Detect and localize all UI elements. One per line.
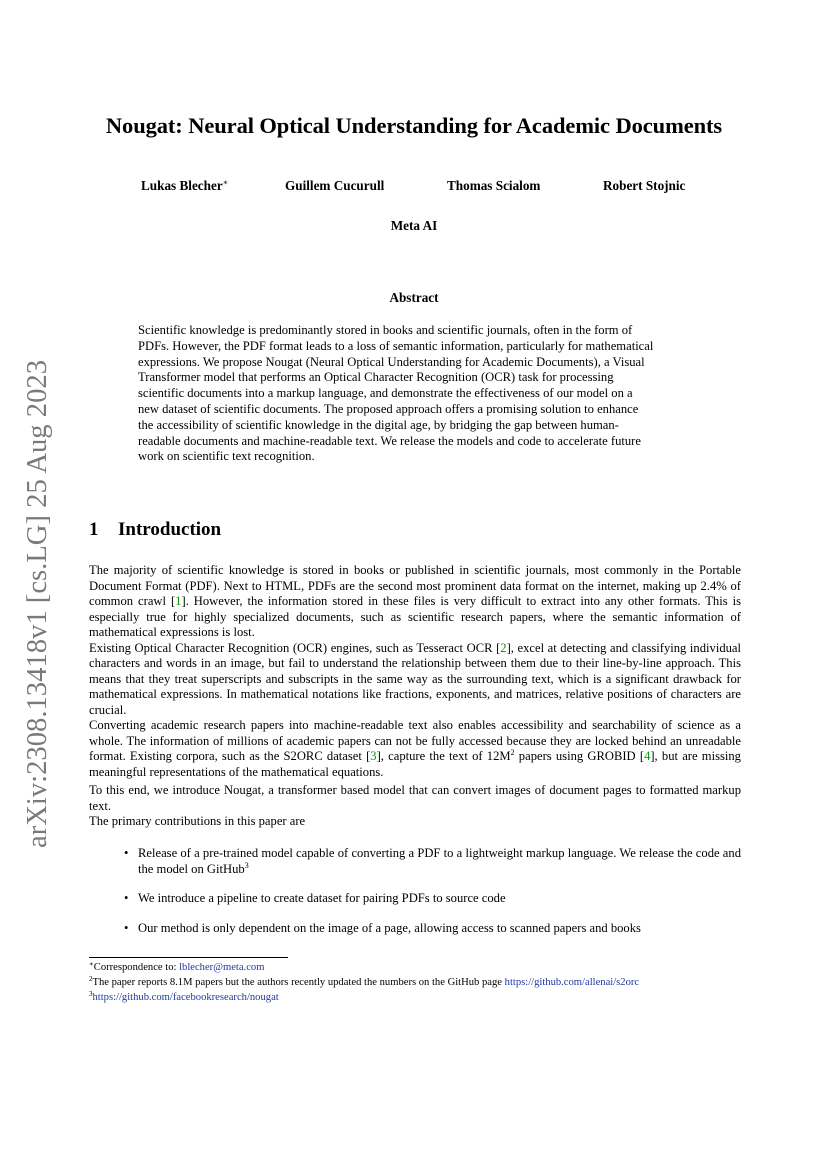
list-item: [124, 846, 741, 877]
footnote: [89, 976, 749, 991]
list-item: [124, 891, 741, 907]
citation-link[interactable]: 3: [370, 749, 377, 763]
paragraph: [89, 641, 741, 719]
bullet-icon: •: [124, 920, 129, 935]
footnote-marker: ∗: [89, 960, 94, 968]
author-name: Thomas Scialom: [447, 178, 541, 193]
footnote: [89, 991, 749, 1006]
abstract-line: scientific documents into a markup language, and demonstrate the effectiveness of our model on a: [138, 386, 633, 401]
list-item: [124, 921, 741, 937]
author-name: Lukas Blecher: [141, 178, 223, 193]
citation-link[interactable]: 2: [500, 640, 507, 655]
author-3: [447, 178, 540, 194]
section-heading: [89, 519, 221, 541]
footnote-mark[interactable]: 3: [244, 860, 249, 870]
intro-body: [89, 563, 741, 780]
author-name: Robert Stojnic: [603, 178, 686, 193]
footnote-divider: [89, 957, 288, 958]
footnote-text: Correspondence to:: [93, 962, 180, 973]
paragraph: To this end, we introduce Nougat, a transformer based model that can convert images of document pages to formatted markup text.: [89, 783, 741, 813]
abstract-line: work on scientific text recognition.: [138, 449, 315, 464]
paragraph-text: papers using GROBID [: [514, 749, 645, 763]
footnote-text: The paper reports 8.1M papers but the authors recently updated the numbers on the GitHub page: [92, 976, 505, 988]
abstract-line: Scientific knowledge is predominantly stored in books and scientific journals, often in the form of: [138, 323, 633, 337]
affiliation: Meta AI: [390, 218, 438, 233]
paper-title: Nougat: Neural Optical Understanding for Academic Documents: [105, 113, 723, 138]
abstract-line: Transformer model that performs an Optical Character Recognition (OCR) task for processing: [138, 370, 614, 385]
email-link[interactable]: lblecher@meta.com: [179, 962, 265, 973]
list-item-text: Release of a pre-trained model capable of converting a PDF to a lightweight markup language. We release the code and the model on GitHub: [138, 846, 741, 876]
footnotes: [89, 961, 749, 1005]
section-number: 1: [89, 519, 99, 540]
list-item-text: We introduce a pipeline to create dataset for pairing PDFs to source code: [138, 891, 506, 905]
section-title: Introduction: [118, 519, 222, 540]
arxiv-stamp: [20, 358, 52, 850]
author-1: [141, 178, 228, 194]
citation-link[interactable]: 1: [175, 594, 182, 608]
author-4: [603, 178, 685, 194]
footnote: [89, 961, 749, 976]
author-name: Guillem Cucurull: [285, 178, 385, 193]
citation-link[interactable]: 4: [644, 749, 651, 763]
author-2: [285, 178, 384, 194]
abstract-text: [138, 323, 690, 465]
paragraph-text: ], excel at detecting and classifying individual characters and words in an image, but fail to understand the relationship between them due to their line-by-line approach. This means that they treat superscripts and subscripts in the same way as the surrounding text, which is a significant drawback for mathematical expressions. In mathematical notations like fractions, exponents, and matrices, relative positions of characters are crucial.: [89, 640, 742, 717]
footnote-marker: 2: [89, 974, 93, 983]
paragraph-text: Existing Optical Character Recognition (OCR) engines, such as Tesseract OCR [: [89, 640, 501, 655]
abstract-line: the accessibility of scientific knowledge in the digital age, by bridging the gap between human-: [138, 417, 619, 432]
paragraph-text: ], capture the text of 12M: [376, 749, 511, 763]
author-mark: ∗: [222, 178, 229, 187]
bullet-icon: •: [124, 846, 129, 860]
paragraph-text: ]. However, the information stored in these files is very difficult to extract into any other formats. This is especially true for highly specialized documents, such as scientific research papers, where the semantic information of mathematical expressions is lost.: [89, 594, 741, 639]
url-link[interactable]: https://github.com/allenai/s2orc: [504, 976, 640, 988]
arxiv-stamp-text: arXiv:2308.13418v1 [cs.LG] 25 Aug 2023: [21, 358, 52, 848]
paragraph-text: ], but are missing meaningful representations of the mathematical equations.: [89, 749, 741, 779]
intro-body-continued: [89, 783, 741, 830]
bullet-icon: •: [124, 891, 129, 905]
url-link[interactable]: https://github.com/facebookresearch/nougat: [92, 991, 279, 1003]
paragraph-text: Converting academic research papers into machine-readable text also enables accessibility and searchability of science as a whole. The information of millions of academic papers can not be fully accessed because they are locked behind an unreadable format. Existing corpora, such as the S2ORC dataset [: [89, 718, 741, 763]
list-item-text: Our method is only dependent on the image of a page, allowing access to scanned papers and books: [138, 920, 641, 935]
abstract-line: new dataset of scientific documents. The proposed approach offers a promising solution to enhance: [138, 401, 639, 416]
paragraph-text: The majority of scientific knowledge is stored in books or published in scientific journals, most commonly in the Portable Document Format (PDF). Next to HTML, PDFs are the second most prominent data format on the internet, making up 2.4% of common crawl [: [89, 563, 741, 608]
abstract-line: readable documents and machine-readable text. We release the models and code to accelerate future: [138, 433, 641, 448]
paragraph: The primary contributions in this paper are: [89, 814, 306, 828]
abstract-line: expressions. We propose Nougat (Neural Optical Understanding for Academic Documents), a Visual: [138, 354, 645, 369]
author-list: [0, 178, 828, 198]
paragraph: [89, 718, 741, 780]
paragraph: [89, 563, 741, 641]
abstract-heading: Abstract: [389, 290, 439, 305]
contributions-list: [124, 846, 741, 936]
footnote-mark[interactable]: 2: [510, 748, 515, 757]
footnote-marker: 3: [89, 989, 93, 998]
abstract-line: PDFs. However, the PDF format leads to a loss of semantic information, particularly for mathematical: [138, 338, 654, 353]
